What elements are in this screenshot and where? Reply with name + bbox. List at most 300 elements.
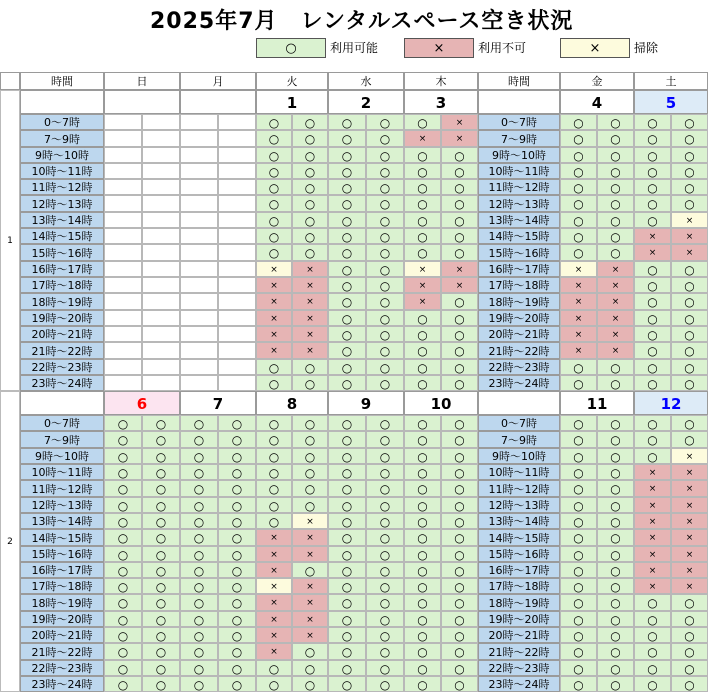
slot-empty: [142, 244, 180, 261]
time-slot-label: 22時～23時: [478, 660, 560, 676]
date-row-blank: [20, 90, 104, 114]
date-mon: [180, 90, 256, 114]
slot-available: ○: [671, 130, 708, 147]
slot-available: ○: [597, 546, 634, 562]
slot-empty: [104, 277, 142, 293]
slot-available: ○: [671, 643, 708, 660]
time-slot-label: 7～9時: [478, 431, 560, 448]
slot-empty: [218, 375, 256, 391]
slot-available: ○: [671, 660, 708, 676]
slot-available: ○: [366, 179, 404, 195]
slot-empty: [218, 293, 256, 310]
slot-available: ○: [104, 546, 142, 562]
slot-available: ○: [256, 114, 292, 130]
slot-available: ○: [366, 114, 404, 130]
slot-available: ○: [634, 375, 671, 391]
slot-unavailable: ×: [292, 261, 328, 277]
slot-available: ○: [404, 195, 441, 212]
slot-available: ○: [560, 562, 597, 578]
slot-available: ○: [441, 212, 478, 228]
corner-cell: [0, 72, 20, 90]
slot-empty: [142, 261, 180, 277]
slot-available: ○: [597, 660, 634, 676]
slot-available: ○: [366, 676, 404, 692]
header-time: 時間: [20, 72, 104, 90]
header-time-mid: 時間: [478, 72, 560, 90]
slot-unavailable: ×: [634, 546, 671, 562]
slot-available: ○: [292, 643, 328, 660]
slot-available: ○: [366, 562, 404, 578]
slot-available: ○: [404, 163, 441, 179]
slot-available: ○: [441, 228, 478, 244]
week-label: 2: [0, 391, 20, 692]
slot-available: ○: [597, 513, 634, 529]
slot-available: ○: [441, 578, 478, 594]
slot-available: ○: [328, 277, 366, 293]
slot-available: ○: [218, 513, 256, 529]
slot-available: ○: [142, 627, 180, 643]
time-slot-label: 11時～12時: [20, 179, 104, 195]
slot-unavailable: ×: [256, 546, 292, 562]
slot-available: ○: [142, 676, 180, 692]
slot-available: ○: [218, 611, 256, 627]
slot-cleaning: ×: [256, 578, 292, 594]
slot-available: ○: [404, 562, 441, 578]
slot-available: ○: [366, 228, 404, 244]
time-slot-label: 21時～22時: [20, 643, 104, 660]
slot-empty: [142, 228, 180, 244]
slot-available: ○: [404, 212, 441, 228]
slot-available: ○: [218, 431, 256, 448]
slot-available: ○: [597, 578, 634, 594]
slot-empty: [104, 147, 142, 163]
slot-available: ○: [218, 562, 256, 578]
slot-available: ○: [218, 448, 256, 464]
time-slot-label: 21時～22時: [478, 643, 560, 660]
date-tue: 1: [256, 90, 328, 114]
slot-available: ○: [292, 130, 328, 147]
slot-available: ○: [328, 195, 366, 212]
slot-available: ○: [441, 529, 478, 546]
slot-available: ○: [404, 359, 441, 375]
slot-available: ○: [104, 497, 142, 513]
slot-available: ○: [256, 130, 292, 147]
slot-available: ○: [634, 342, 671, 359]
slot-available: ○: [560, 627, 597, 643]
slot-available: ○: [634, 261, 671, 277]
slot-available: ○: [366, 497, 404, 513]
slot-available: ○: [441, 147, 478, 163]
time-slot-label: 19時～20時: [478, 310, 560, 326]
slot-available: ○: [328, 415, 366, 431]
slot-available: ○: [441, 611, 478, 627]
slot-unavailable: ×: [256, 326, 292, 342]
slot-available: ○: [671, 415, 708, 431]
slot-available: ○: [180, 676, 218, 692]
header-sat: 土: [634, 72, 708, 90]
slot-available: ○: [597, 163, 634, 179]
slot-available: ○: [597, 114, 634, 130]
slot-available: ○: [441, 480, 478, 497]
time-slot-label: 23時～24時: [478, 676, 560, 692]
slot-empty: [218, 228, 256, 244]
slot-available: ○: [104, 611, 142, 627]
slot-available: ○: [404, 513, 441, 529]
slot-empty: [218, 310, 256, 326]
slot-available: ○: [218, 464, 256, 480]
slot-unavailable: ×: [597, 310, 634, 326]
slot-empty: [142, 114, 180, 130]
slot-unavailable: ×: [292, 529, 328, 546]
slot-available: ○: [328, 480, 366, 497]
slot-available: ○: [366, 261, 404, 277]
slot-available: ○: [292, 448, 328, 464]
slot-available: ○: [180, 529, 218, 546]
slot-available: ○: [634, 415, 671, 431]
header-wed: 水: [328, 72, 404, 90]
slot-unavailable: ×: [560, 326, 597, 342]
slot-available: ○: [634, 676, 671, 692]
slot-available: ○: [292, 464, 328, 480]
time-slot-label: 18時～19時: [20, 594, 104, 611]
slot-available: ○: [404, 497, 441, 513]
slot-empty: [180, 228, 218, 244]
time-slot-label: 22時～23時: [478, 359, 560, 375]
slot-empty: [142, 130, 180, 147]
slot-available: ○: [404, 342, 441, 359]
slot-available: ○: [218, 643, 256, 660]
slot-available: ○: [560, 228, 597, 244]
slot-empty: [142, 147, 180, 163]
slot-unavailable: ×: [292, 293, 328, 310]
time-slot-label: 7～9時: [20, 130, 104, 147]
slot-available: ○: [256, 464, 292, 480]
slot-available: ○: [180, 546, 218, 562]
slot-unavailable: ×: [671, 546, 708, 562]
slot-unavailable: ×: [292, 594, 328, 611]
slot-unavailable: ×: [404, 277, 441, 293]
time-slot-label: 19時～20時: [478, 611, 560, 627]
slot-available: ○: [671, 431, 708, 448]
slot-available: ○: [180, 497, 218, 513]
slot-available: ○: [404, 375, 441, 391]
slot-available: ○: [560, 578, 597, 594]
time-slot-label: 16時～17時: [478, 261, 560, 277]
time-slot-label: 10時～11時: [478, 163, 560, 179]
time-slot-label: 17時～18時: [20, 578, 104, 594]
slot-unavailable: ×: [256, 627, 292, 643]
date-fri: 4: [560, 90, 634, 114]
slot-unavailable: ×: [634, 562, 671, 578]
slot-available: ○: [366, 464, 404, 480]
slot-available: ○: [404, 448, 441, 464]
slot-available: ○: [671, 611, 708, 627]
slot-empty: [104, 359, 142, 375]
slot-available: ○: [441, 497, 478, 513]
slot-available: ○: [104, 594, 142, 611]
slot-available: ○: [560, 611, 597, 627]
slot-empty: [180, 114, 218, 130]
slot-available: ○: [366, 326, 404, 342]
slot-available: ○: [441, 464, 478, 480]
slot-available: ○: [328, 464, 366, 480]
slot-available: ○: [328, 342, 366, 359]
slot-cleaning: ×: [671, 448, 708, 464]
slot-available: ○: [597, 529, 634, 546]
time-slot-label: 9時～10時: [20, 147, 104, 163]
slot-available: ○: [560, 448, 597, 464]
slot-available: ○: [597, 627, 634, 643]
slot-available: ○: [441, 627, 478, 643]
slot-available: ○: [328, 513, 366, 529]
slot-available: ○: [404, 326, 441, 342]
slot-available: ○: [404, 114, 441, 130]
slot-available: ○: [597, 464, 634, 480]
slot-available: ○: [328, 326, 366, 342]
slot-unavailable: ×: [560, 342, 597, 359]
slot-unavailable: ×: [671, 244, 708, 261]
legend-available-label: 利用可能: [330, 41, 379, 55]
time-slot-label: 13時～14時: [20, 212, 104, 228]
date-fri: 11: [560, 391, 634, 415]
slot-unavailable: ×: [597, 293, 634, 310]
slot-available: ○: [597, 562, 634, 578]
time-slot-label: 20時～21時: [20, 326, 104, 342]
time-slot-label: 12時～13時: [20, 195, 104, 212]
slot-available: ○: [256, 513, 292, 529]
slot-available: ○: [634, 660, 671, 676]
slot-available: ○: [328, 529, 366, 546]
slot-available: ○: [560, 415, 597, 431]
time-slot-label: 15時～16時: [478, 244, 560, 261]
slot-available: ○: [328, 310, 366, 326]
slot-available: ○: [218, 627, 256, 643]
legend-available-swatch: ○: [256, 38, 326, 58]
slot-available: ○: [671, 326, 708, 342]
time-slot-label: 9時～10時: [20, 448, 104, 464]
slot-available: ○: [597, 179, 634, 195]
slot-empty: [218, 326, 256, 342]
availability-grid: [0, 72, 710, 696]
slot-available: ○: [180, 660, 218, 676]
slot-available: ○: [256, 163, 292, 179]
slot-available: ○: [671, 359, 708, 375]
slot-available: ○: [404, 228, 441, 244]
slot-available: ○: [597, 611, 634, 627]
slot-empty: [104, 244, 142, 261]
slot-available: ○: [256, 431, 292, 448]
slot-unavailable: ×: [292, 326, 328, 342]
time-slot-label: 10時～11時: [478, 464, 560, 480]
slot-available: ○: [671, 261, 708, 277]
slot-available: ○: [404, 578, 441, 594]
slot-empty: [104, 261, 142, 277]
slot-available: ○: [292, 660, 328, 676]
slot-unavailable: ×: [256, 310, 292, 326]
header-fri: 金: [560, 72, 634, 90]
slot-available: ○: [104, 660, 142, 676]
slot-empty: [142, 293, 180, 310]
slot-available: ○: [597, 431, 634, 448]
slot-empty: [218, 195, 256, 212]
slot-available: ○: [560, 244, 597, 261]
date-sat: 12: [634, 391, 708, 415]
slot-available: ○: [366, 546, 404, 562]
slot-available: ○: [328, 578, 366, 594]
slot-available: ○: [142, 660, 180, 676]
slot-available: ○: [104, 431, 142, 448]
slot-available: ○: [441, 431, 478, 448]
slot-available: ○: [256, 497, 292, 513]
slot-available: ○: [328, 261, 366, 277]
slot-available: ○: [328, 212, 366, 228]
time-slot-label: 15時～16時: [478, 546, 560, 562]
slot-available: ○: [104, 562, 142, 578]
slot-available: ○: [634, 359, 671, 375]
time-slot-label: 11時～12時: [478, 179, 560, 195]
slot-available: ○: [292, 375, 328, 391]
slot-available: ○: [597, 676, 634, 692]
slot-available: ○: [292, 212, 328, 228]
slot-available: ○: [404, 179, 441, 195]
legend-cleaning-label: 掃除: [634, 41, 659, 55]
slot-available: ○: [218, 676, 256, 692]
slot-available: ○: [560, 114, 597, 130]
time-slot-label: 19時～20時: [20, 310, 104, 326]
slot-available: ○: [292, 431, 328, 448]
slot-available: ○: [441, 513, 478, 529]
slot-available: ○: [560, 195, 597, 212]
slot-available: ○: [104, 676, 142, 692]
slot-available: ○: [634, 594, 671, 611]
slot-available: ○: [441, 594, 478, 611]
slot-available: ○: [404, 147, 441, 163]
slot-available: ○: [634, 195, 671, 212]
legend-unavailable-label: 利用不可: [478, 41, 527, 55]
slot-available: ○: [104, 448, 142, 464]
slot-available: ○: [634, 277, 671, 293]
slot-available: ○: [292, 676, 328, 692]
slot-unavailable: ×: [634, 228, 671, 244]
slot-empty: [218, 359, 256, 375]
slot-available: ○: [597, 195, 634, 212]
slot-empty: [218, 114, 256, 130]
slot-available: ○: [292, 244, 328, 261]
slot-available: ○: [142, 415, 180, 431]
slot-available: ○: [441, 310, 478, 326]
slot-empty: [180, 326, 218, 342]
slot-available: ○: [256, 660, 292, 676]
date-thu: 10: [404, 391, 478, 415]
slot-available: ○: [366, 310, 404, 326]
slot-available: ○: [180, 415, 218, 431]
slot-available: ○: [560, 546, 597, 562]
slot-available: ○: [634, 114, 671, 130]
legend-unavailable-swatch: ×: [404, 38, 474, 58]
slot-available: ○: [441, 375, 478, 391]
slot-unavailable: ×: [560, 310, 597, 326]
slot-unavailable: ×: [560, 293, 597, 310]
slot-available: ○: [634, 611, 671, 627]
slot-unavailable: ×: [634, 497, 671, 513]
time-slot-label: 23時～24時: [478, 375, 560, 391]
slot-available: ○: [366, 643, 404, 660]
slot-available: ○: [180, 562, 218, 578]
slot-available: ○: [180, 431, 218, 448]
slot-empty: [142, 212, 180, 228]
slot-empty: [180, 179, 218, 195]
slot-available: ○: [328, 611, 366, 627]
time-slot-label: 14時～15時: [20, 529, 104, 546]
slot-available: ○: [142, 513, 180, 529]
slot-unavailable: ×: [441, 114, 478, 130]
slot-available: ○: [404, 676, 441, 692]
slot-available: ○: [560, 359, 597, 375]
slot-available: ○: [441, 342, 478, 359]
slot-unavailable: ×: [441, 261, 478, 277]
slot-available: ○: [404, 594, 441, 611]
slot-available: ○: [328, 643, 366, 660]
slot-available: ○: [256, 195, 292, 212]
slot-available: ○: [366, 611, 404, 627]
slot-empty: [104, 114, 142, 130]
slot-empty: [104, 228, 142, 244]
slot-available: ○: [292, 179, 328, 195]
slot-available: ○: [634, 130, 671, 147]
slot-cleaning: ×: [256, 261, 292, 277]
slot-empty: [218, 179, 256, 195]
slot-available: ○: [560, 464, 597, 480]
slot-available: ○: [441, 676, 478, 692]
slot-available: ○: [441, 179, 478, 195]
slot-unavailable: ×: [256, 611, 292, 627]
slot-unavailable: ×: [597, 326, 634, 342]
slot-available: ○: [256, 676, 292, 692]
slot-empty: [218, 212, 256, 228]
slot-empty: [142, 195, 180, 212]
slot-empty: [218, 130, 256, 147]
slot-available: ○: [560, 431, 597, 448]
slot-available: ○: [560, 513, 597, 529]
date-mon: 7: [180, 391, 256, 415]
slot-available: ○: [404, 643, 441, 660]
slot-available: ○: [441, 643, 478, 660]
slot-available: ○: [328, 375, 366, 391]
time-slot-label: 19時～20時: [20, 611, 104, 627]
time-slot-label: 22時～23時: [20, 660, 104, 676]
slot-available: ○: [104, 464, 142, 480]
slot-available: ○: [218, 546, 256, 562]
slot-available: ○: [597, 212, 634, 228]
slot-unavailable: ×: [404, 130, 441, 147]
slot-unavailable: ×: [597, 261, 634, 277]
slot-available: ○: [441, 359, 478, 375]
slot-available: ○: [292, 480, 328, 497]
slot-available: ○: [292, 562, 328, 578]
slot-available: ○: [671, 375, 708, 391]
slot-empty: [218, 261, 256, 277]
page-title: 2025年7月 レンタルスペース空き状況: [150, 9, 574, 34]
slot-available: ○: [104, 513, 142, 529]
time-slot-label: 10時～11時: [20, 464, 104, 480]
slot-available: ○: [441, 326, 478, 342]
time-slot-label: 11時～12時: [20, 480, 104, 497]
slot-available: ○: [671, 676, 708, 692]
slot-available: ○: [218, 578, 256, 594]
slot-available: ○: [366, 342, 404, 359]
slot-unavailable: ×: [560, 277, 597, 293]
slot-available: ○: [597, 643, 634, 660]
